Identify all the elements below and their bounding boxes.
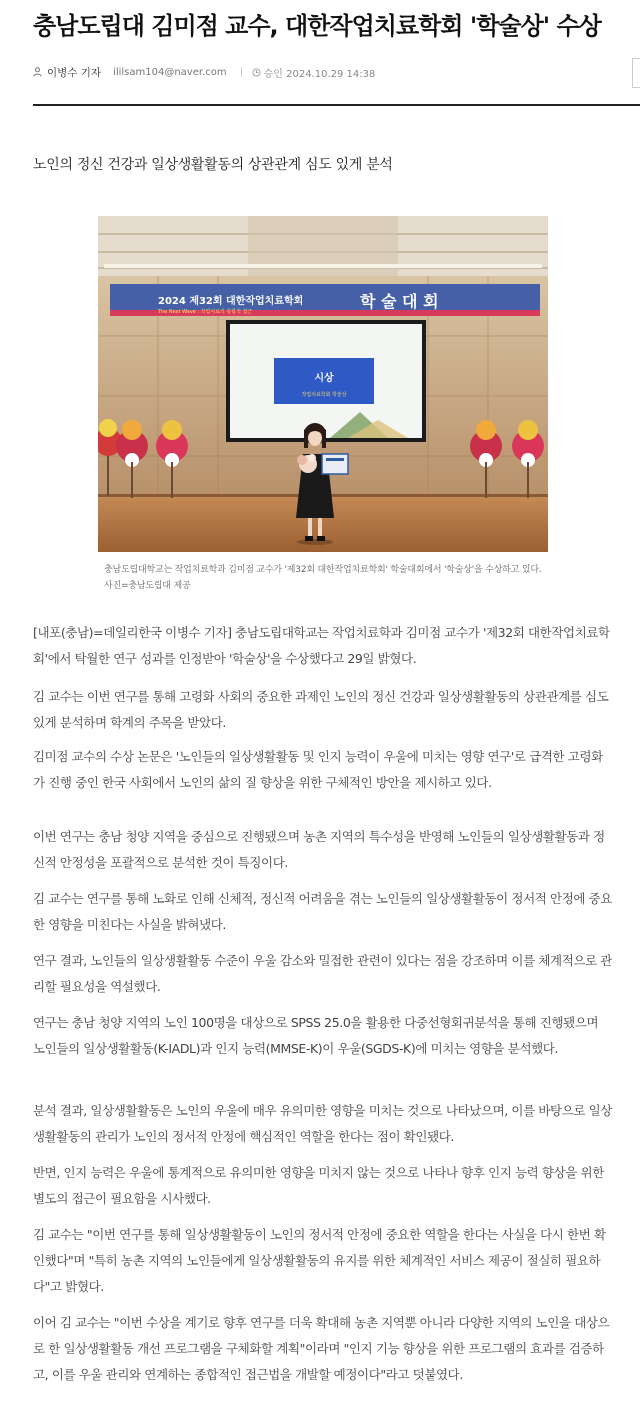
font-size-tool-button[interactable] (632, 58, 640, 88)
byline (33, 64, 633, 80)
article-headline: 충남도립대 김미점 교수, 대한작업치료학회 '학술상' 수상 (33, 12, 601, 40)
paragraph-5: 김 교수는 연구를 통해 노화로 인해 신체적, 정신적 어려움을 겪는 노인들의 일상생활활동이 정서적 안정에 중요한 영향을 미친다는 사실을 밝혀냈다. (33, 891, 612, 932)
paragraph-1: [내포(충남)=데일리한국 이병수 기자] 충남도립대학교는 작업치료학과 김미점 교수가 '제32회 대한작업치료학회'에서 탁월한 연구 성과를 인정받아 '학술상'을 수상했다고 29일 밝혔다. (33, 625, 610, 666)
article-photo[interactable] (98, 216, 548, 552)
paragraph-8: 분석 결과, 일상생활활동은 노인의 우울에 매우 유의미한 영향을 미치는 것으로 나타났으며, 이를 바탕으로 일상생활활동의 관리가 노인의 정서적 안정에 핵심적인 역할을 한다는 점이 확인됐다. (33, 1103, 612, 1144)
paragraph-9: 반면, 인지 능력은 우울에 통계적으로 유의미한 영향을 미치지 않는 것으로 나타나 향후 인지 능력 향상을 위한 별도의 접근이 필요함을 시사했다. (33, 1165, 604, 1206)
person-icon (33, 67, 42, 77)
banner-event: 학 술 대 회 (360, 292, 439, 311)
paragraph-3: 김미점 교수의 수상 논문은 '노인들의 일상생활활동 및 인지 능력이 우울에 미치는 영향 연구'로 급격한 고령화가 진행 중인 한국 사회에서 노인의 삶의 질 향상을 위한 구체적인 방안을 제시하고 있다. (33, 749, 603, 790)
clock-icon (252, 68, 261, 77)
paragraph-11: 이어 김 교수는 "이번 수상을 계기로 향후 연구를 더욱 확대해 농촌 지역뿐 아니라 다양한 지역의 노인을 대상으로 한 일상생활활동 개선 프로그램을 구체화할 계획"이라며 "인지 기능 향상을 위한 프로그램의 효과를 검증하고, 이를 우울 관리와 연계하는 종합적인 접근법을 개발할 예정이다"라고 덧붙였다. (33, 1315, 610, 1382)
banner-title: 2024 제32회 대한작업치료학회 (158, 296, 304, 307)
banner-subtitle: The Next Wave : 작업치료의 통합적 접근 (158, 309, 253, 315)
byline-divider (241, 67, 242, 77)
reporter-name[interactable]: 이병수 기자 (47, 66, 102, 79)
paragraph-10: 김 교수는 "이번 연구를 통해 일상생활활동이 노인의 정서적 안정에 중요한 역할을 한다는 사실을 다시 한번 확인했다"며 "특히 농촌 지역의 노인들에게 일상생활활동의 유지를 위한 체계적인 서비스 제공이 절실히 필요하다"고 밝혔다. (33, 1227, 606, 1294)
screen-subtitle: 작업치료학회 학술상 (301, 392, 347, 398)
screen-title: 시상 (314, 373, 334, 384)
paragraph-4: 이번 연구는 충남 청양 지역을 중심으로 진행됐으며 농촌 지역의 특수성을 반영해 노인들의 일상생활활동과 정신적 안정성을 포괄적으로 분석한 것이 특징이다. (33, 829, 605, 870)
award-ceremony-photo (98, 216, 548, 552)
article-subtitle: 노인의 정신 건강과 일상생활활동의 상관관계 심도 있게 분석 (33, 157, 393, 173)
header-divider (33, 104, 640, 106)
reporter-email[interactable]: ililsam104@naver.com (113, 66, 227, 78)
photo-caption: 충남도립대학교는 작업치료학과 김미점 교수가 '제32회 대한작업치료학회' 학술대회에서 '학술상'을 수상하고 있다. 사진=충남도립대 제공 (104, 565, 542, 591)
paragraph-7: 연구는 충남 청양 지역의 노인 100명을 대상으로 SPSS 25.0을 활용한 다중선형회귀분석을 통해 진행됐으며 노인들의 일상생활활동(K-IADL)과 인지 능력(MMSE-K)이 우울(SGDS-K)에 미치는 영향을 분석했다. (33, 1015, 599, 1056)
paragraph-2: 김 교수는 이번 연구를 통해 고령화 사회의 중요한 과제인 노인의 정신 건강과 일상생활활동의 상관관계를 심도 있게 분석하며 학계의 주목을 받았다. (33, 689, 609, 730)
published-date: 승인 2024.10.29 14:38 (263, 68, 376, 80)
paragraph-6: 연구 결과, 노인들의 일상생활활동 수준이 우울 감소와 밀접한 관련이 있다는 점을 강조하며 이를 체계적으로 관리할 필요성을 역설했다. (33, 953, 612, 994)
